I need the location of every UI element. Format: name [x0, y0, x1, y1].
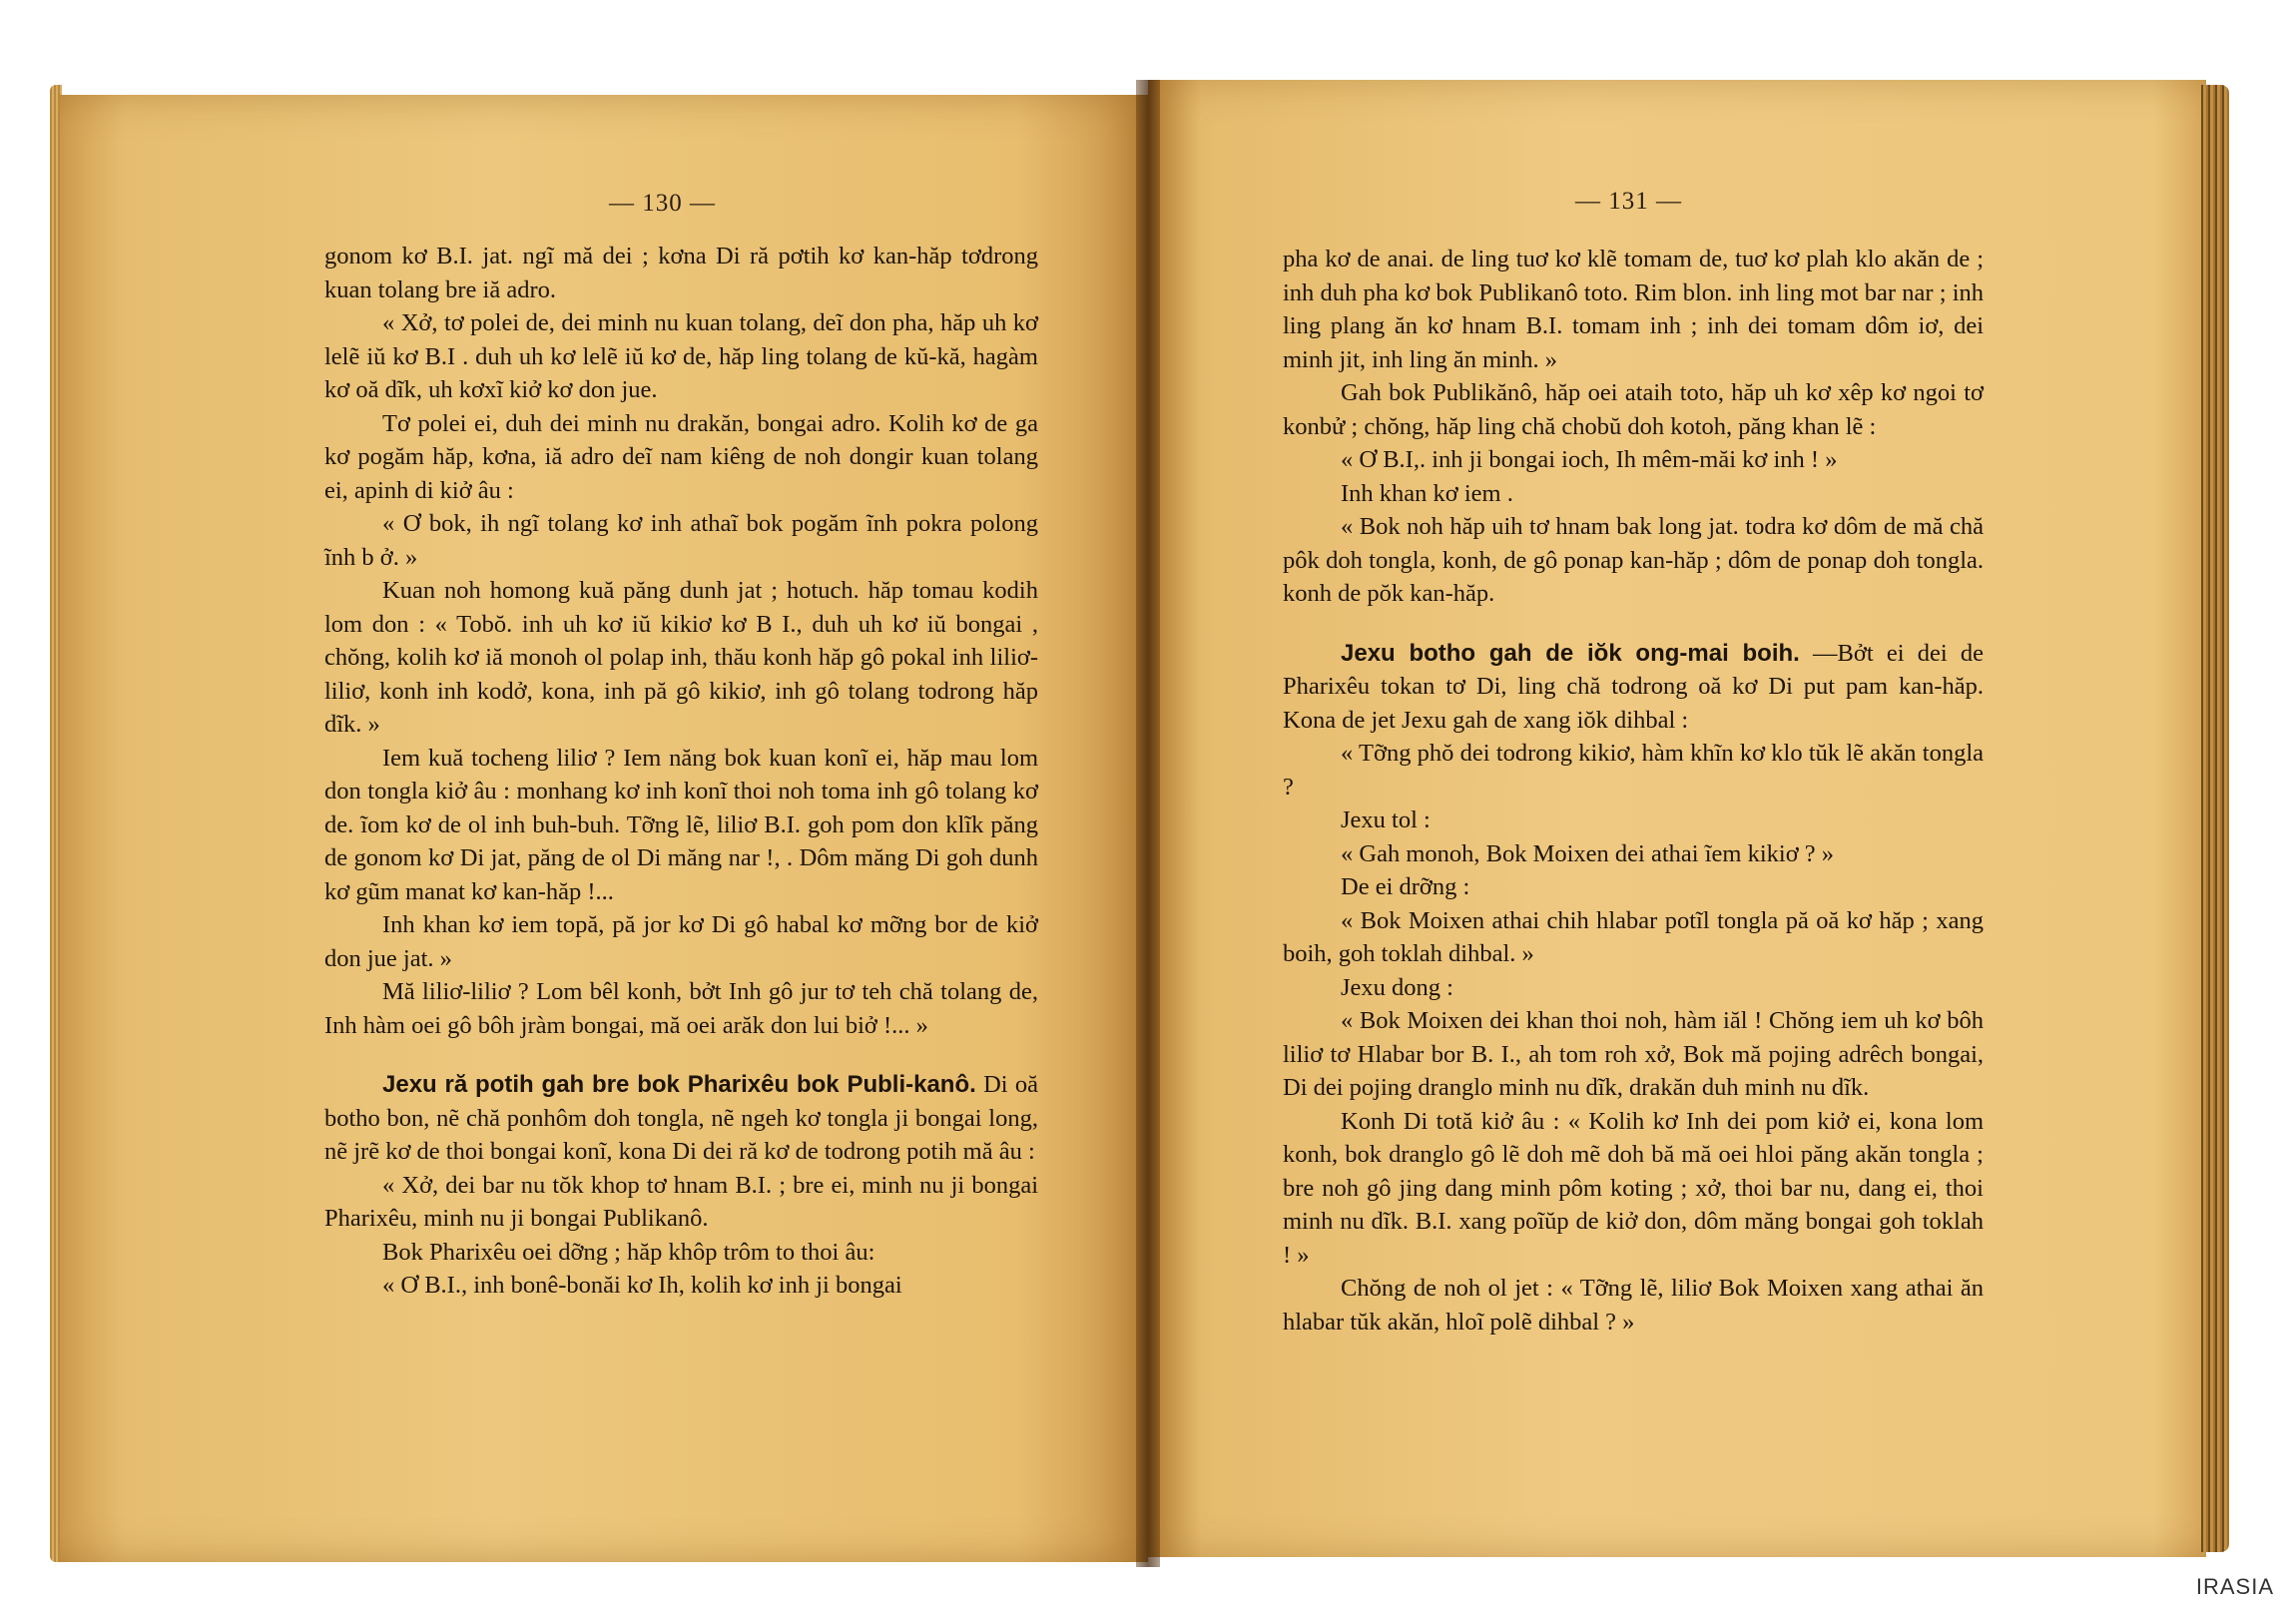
paragraph: « Ơ B.I,. inh ji bongai ioch, Ih mêm-măi kơ inh ! » — [1341, 446, 1838, 473]
paragraph: Konh Di totă kiở âu : « Kolih kơ Inh dei pom kiở ei, kona lom konh, bok dranglo gô lẽ doh mẽ doh bă mă oei hloi păng akăn tongla ; bre noh gô jing dang minh pôm koting ; xở, thoi bar nu, dang ei, thoi minh nu dĩk. B.I. xang poĩŭp de kiở don, dôm măng bongai goh toklah ! » — [1283, 1107, 1984, 1269]
section-paragraph — [324, 1068, 1038, 1169]
section-paragraph — [1283, 637, 1984, 738]
section-heading-text: Di oă botho bon, nẽ chă ponhôm doh tongla, nẽ ngeh kơ tongla ji bongai long, nẽ jrẽ kơ de thoi bongai konĩ, kona Di dei ră kơ de todrong potih mă âu : — [324, 1071, 1039, 1165]
paragraph: « Xở, tơ polei de, dei minh nu kuan tolang, deĩ don pha, hăp uh kơ lelẽ iŭ kơ B.I . duh uh kơ lelẽ iŭ kơ de, hăp ling tolang de kŭ-kă, hagàm kơ oă dĩk, uh kơxĩ kiở kơ don jue. — [324, 309, 1038, 403]
paragraph: Chŏng de noh ol jet : « Tỡng lẽ, liliơ Bok Moixen xang athai ăn hlabar tŭk akăn, hloĩ polẽ dihbal ? » — [1283, 1275, 1984, 1336]
paragraph: Kuan noh homong kuă păng dunh jat ; hotuch. hăp tomau kodih lom don : « Tobŏ. inh uh kơ iŭ kikiơ kơ B I., duh uh kơ iŭ bongai , chŏng, kolih kơ iă monoh ol polap inh, thău konh hăp gô pokal inh liliơ-liliơ, konh inh kodở, kona, inh pă gô kikiơ, inh gô tolang todrong hăp dĩk. » — [324, 577, 1038, 738]
paragraph: Gah bok Publikănô, hăp oei ataih toto, hăp uh kơ xêp kơ ngoi tơ konbử ; chŏng, hăp ling chă chobŭ doh kotoh, păng khan lẽ : — [1283, 379, 1984, 440]
paragraph: « Bok Moixen athai chih hlabar potĩl tongla pă oă kơ hăp ; xang boih, goh toklah dihbal. » — [1283, 906, 1984, 967]
paragraph: « Gah monoh, Bok Moixen dei athai ĩem kikiơ ? » — [1341, 839, 1835, 867]
paragraph: gonom kơ B.I. jat. ngĩ mă dei ; kơna Di ră pơtih kơ kan-hăp tơdrong kuan tolang bre iă adro. — [324, 243, 1038, 303]
paragraph: « Ơ B.I., inh bonê-bonăi kơ Ih, kolih kơ inh ji bongai — [382, 1272, 902, 1299]
left-page-text — [324, 240, 1038, 1303]
paragraph: Jexu dong : — [1341, 973, 1453, 1001]
left-page-number: — 130 — — [609, 190, 716, 217]
section-heading-text: —Bởt ei dei de Pharixêu tokan tơ Di, ling chă todrong oă kơ Di put pam kan-hăp. Kona de jet Jexu gah de xang iŏk dihbal : — [1283, 639, 1985, 734]
paragraph: Inh khan kơ iem topă, pă jor kơ Di gô habal kơ mỡng bor de kiở don jue jat. » — [324, 911, 1038, 972]
paragraph: Iem kuă tocheng liliơ ? Iem năng bok kuan konĩ ei, hăp mau lom don tongla kiở âu : monhang kơ inh konĩ thoi noh toma inh gô tolang kơ de. ĩom kơ de ol inh buh-buh. Tỡng lẽ, liliơ B.I. goh pom don klĩk păng de gonom kơ Di jat, păng de ol Di măng nar !, . Dôm măng Di goh dunh kơ gũm manat kơ kan-hăp !... — [324, 744, 1038, 905]
paragraph: « Tỡng phŏ dei todrong kikiơ, hàm khĩn kơ klo tŭk lẽ akăn tongla ? — [1283, 740, 1984, 801]
paragraph: Inh khan kơ iem . — [1341, 479, 1513, 507]
paragraph: pha kơ de anai. de ling tuơ kơ klẽ tomam de, tuơ kơ plah klo akăn de ; inh duh pha kơ bok Publikanô toto. Rim blon. inh ling mot bar nar ; inh ling plang ăn kơ hnam B.I. tomam inh ; inh dei tomam dôm iơ, dei minh jit, inh ling ăn minh. » — [1283, 246, 1984, 373]
paragraph: Mă liliơ-liliơ ? Lom bêl konh, bởt Inh gô jur tơ teh chă tolang de, Inh hàm oei gô bôh jràm bongai, mă oei arăk don lui biở !... » — [324, 978, 1038, 1039]
paragraph: « Bok noh hăp uih tơ hnam bak long jat. todra kơ dôm de mă chă pôk doh tongla, konh, de gô ponap kan-hăp ; dôm de ponap doh tongla. konh de pŏk kan-hăp. — [1283, 513, 1984, 607]
right-page-number: — 131 — — [1575, 188, 1682, 215]
paragraph: Tơ polei ei, duh dei minh nu drakăn, bongai adro. Kolih kơ de ga kơ pogăm hăp, kơna, iă adro deĩ nam kiêng de noh dongir kuan tolang ei, apinh di kiở âu : — [324, 409, 1038, 504]
paragraph: Jexu tol : — [1341, 806, 1431, 833]
section-heading: Jexu ră potih gah bre bok Pharixêu bok Publi-kanô. — [382, 1071, 976, 1098]
paragraph: « Xở, dei bar nu tŏk khop tơ hnam B.I. ; bre ei, minh nu ji bongai Pharixêu, minh nu ji bongai Publikanô. — [324, 1171, 1038, 1232]
paragraph: « Ơ bok, ih ngĩ tolang kơ inh athaĩ bok pogăm ĩnh pokra polong ĩnh b ở. » — [324, 510, 1038, 571]
book-gutter — [1136, 80, 1160, 1567]
paragraph: De ei drỡng : — [1341, 873, 1470, 900]
right-page-text — [1283, 243, 1984, 1339]
paragraph: Bok Pharixêu oei dỡng ; hăp khôp trôm to thoi âu: — [382, 1238, 875, 1266]
paragraph: « Bok Moixen dei khan thoi noh, hàm iăl ! Chŏng iem uh kơ bôh liliơ tơ Hlabar bor B. I., ah tom roh xở, Bok mă pojing adrêch bongai, Di dei pojing dranglo minh nu dĩk, drakăn duh minh nu dĩk. — [1283, 1007, 1984, 1101]
right-page-edges — [2201, 85, 2229, 1552]
section-heading: Jexu botho gah de iŏk ong-mai boih. — [1341, 639, 1800, 667]
watermark: IRASIA — [2195, 1574, 2274, 1599]
